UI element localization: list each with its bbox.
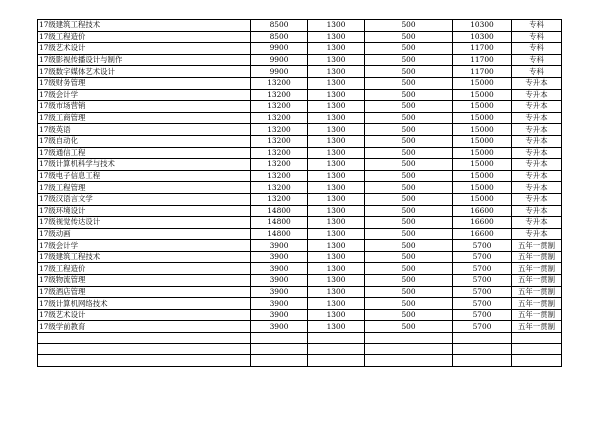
program-level-cell: 专科 bbox=[512, 66, 562, 78]
total-cell: 5700 bbox=[453, 275, 512, 287]
total-cell: 5700 bbox=[453, 298, 512, 310]
fee-b-cell: 500 bbox=[365, 182, 453, 194]
major-name-cell: 17级工程管理 bbox=[38, 182, 251, 194]
table-row bbox=[38, 321, 562, 333]
table-row bbox=[38, 54, 562, 66]
fee-a-cell: 1300 bbox=[308, 217, 365, 229]
total-cell: 15000 bbox=[453, 182, 512, 194]
fee-b-cell: 500 bbox=[365, 124, 453, 136]
empty-table-row bbox=[38, 344, 562, 355]
fee-b-cell: 500 bbox=[365, 31, 453, 43]
fee-b-cell: 500 bbox=[365, 275, 453, 287]
table-row bbox=[38, 263, 562, 275]
program-level-cell: 专升本 bbox=[512, 193, 562, 205]
empty-cell bbox=[453, 333, 512, 344]
total-cell: 5700 bbox=[453, 263, 512, 275]
fee-b-cell: 500 bbox=[365, 159, 453, 171]
program-level-cell: 专升本 bbox=[512, 182, 562, 194]
program-level-cell: 五年一贯制 bbox=[512, 309, 562, 321]
program-level-cell: 五年一贯制 bbox=[512, 251, 562, 263]
total-cell: 5700 bbox=[453, 240, 512, 252]
major-name-cell: 17级学前教育 bbox=[38, 321, 251, 333]
fee-a-cell: 1300 bbox=[308, 135, 365, 147]
fee-b-cell: 500 bbox=[365, 101, 453, 113]
table-row bbox=[38, 309, 562, 321]
program-level-cell: 专升本 bbox=[512, 124, 562, 136]
table-row bbox=[38, 193, 562, 205]
program-level-cell: 专升本 bbox=[512, 159, 562, 171]
fee-a-cell: 1300 bbox=[308, 240, 365, 252]
tuition-cell: 14800 bbox=[251, 217, 308, 229]
program-level-cell: 专科 bbox=[512, 31, 562, 43]
fee-b-cell: 500 bbox=[365, 228, 453, 240]
fee-table-body bbox=[38, 20, 562, 367]
program-level-cell: 专升本 bbox=[512, 147, 562, 159]
fee-b-cell: 500 bbox=[365, 89, 453, 101]
table-row bbox=[38, 170, 562, 182]
fee-b-cell: 500 bbox=[365, 321, 453, 333]
program-level-cell: 五年一贯制 bbox=[512, 240, 562, 252]
table-row bbox=[38, 286, 562, 298]
empty-cell bbox=[251, 355, 308, 366]
tuition-cell: 14800 bbox=[251, 205, 308, 217]
total-cell: 5700 bbox=[453, 251, 512, 263]
major-name-cell: 17级会计学 bbox=[38, 89, 251, 101]
table-row bbox=[38, 43, 562, 55]
total-cell: 11700 bbox=[453, 43, 512, 55]
major-name-cell: 17级工程造价 bbox=[38, 31, 251, 43]
tuition-cell: 13200 bbox=[251, 89, 308, 101]
tuition-cell: 3900 bbox=[251, 321, 308, 333]
major-name-cell: 17级汉语言文学 bbox=[38, 193, 251, 205]
program-level-cell: 专升本 bbox=[512, 89, 562, 101]
tuition-cell: 9900 bbox=[251, 54, 308, 66]
table-row bbox=[38, 20, 562, 32]
total-cell: 15000 bbox=[453, 89, 512, 101]
empty-cell bbox=[38, 344, 251, 355]
fee-b-cell: 500 bbox=[365, 298, 453, 310]
tuition-cell: 3900 bbox=[251, 298, 308, 310]
tuition-cell: 8500 bbox=[251, 20, 308, 32]
table-row bbox=[38, 182, 562, 194]
total-cell: 10300 bbox=[453, 20, 512, 32]
program-level-cell: 专升本 bbox=[512, 205, 562, 217]
tuition-cell: 13200 bbox=[251, 170, 308, 182]
empty-cell bbox=[453, 355, 512, 366]
tuition-cell: 13200 bbox=[251, 135, 308, 147]
fee-b-cell: 500 bbox=[365, 54, 453, 66]
total-cell: 11700 bbox=[453, 54, 512, 66]
total-cell: 15000 bbox=[453, 101, 512, 113]
empty-table-row bbox=[38, 333, 562, 344]
fee-a-cell: 1300 bbox=[308, 251, 365, 263]
empty-cell bbox=[38, 333, 251, 344]
fee-a-cell: 1300 bbox=[308, 124, 365, 136]
fee-b-cell: 500 bbox=[365, 263, 453, 275]
major-name-cell: 17级财务管理 bbox=[38, 77, 251, 89]
table-row bbox=[38, 159, 562, 171]
program-level-cell: 专升本 bbox=[512, 135, 562, 147]
fee-a-cell: 1300 bbox=[308, 228, 365, 240]
major-name-cell: 17级计算机网络技术 bbox=[38, 298, 251, 310]
major-name-cell: 17级环境设计 bbox=[38, 205, 251, 217]
fee-a-cell: 1300 bbox=[308, 159, 365, 171]
program-level-cell: 专升本 bbox=[512, 217, 562, 229]
program-level-cell: 专升本 bbox=[512, 77, 562, 89]
fee-a-cell: 1300 bbox=[308, 43, 365, 55]
fee-b-cell: 500 bbox=[365, 77, 453, 89]
fee-a-cell: 1300 bbox=[308, 170, 365, 182]
fee-b-cell: 500 bbox=[365, 112, 453, 124]
empty-cell bbox=[365, 355, 453, 366]
fee-b-cell: 500 bbox=[365, 240, 453, 252]
table-row bbox=[38, 275, 562, 287]
major-name-cell: 17级影视传播设计与制作 bbox=[38, 54, 251, 66]
fee-a-cell: 1300 bbox=[308, 205, 365, 217]
total-cell: 15000 bbox=[453, 77, 512, 89]
tuition-cell: 13200 bbox=[251, 101, 308, 113]
tuition-cell: 3900 bbox=[251, 240, 308, 252]
table-row bbox=[38, 112, 562, 124]
empty-table-row bbox=[38, 355, 562, 366]
fee-a-cell: 1300 bbox=[308, 77, 365, 89]
total-cell: 15000 bbox=[453, 193, 512, 205]
empty-cell bbox=[365, 344, 453, 355]
fee-b-cell: 500 bbox=[365, 217, 453, 229]
empty-cell bbox=[251, 333, 308, 344]
fee-a-cell: 1300 bbox=[308, 182, 365, 194]
tuition-cell: 3900 bbox=[251, 286, 308, 298]
total-cell: 15000 bbox=[453, 170, 512, 182]
table-row bbox=[38, 240, 562, 252]
empty-cell bbox=[453, 344, 512, 355]
program-level-cell: 五年一贯制 bbox=[512, 286, 562, 298]
table-row bbox=[38, 298, 562, 310]
fee-a-cell: 1300 bbox=[308, 321, 365, 333]
major-name-cell: 17级英语 bbox=[38, 124, 251, 136]
program-level-cell: 专升本 bbox=[512, 112, 562, 124]
empty-cell bbox=[308, 333, 365, 344]
empty-cell bbox=[512, 344, 562, 355]
fee-a-cell: 1300 bbox=[308, 54, 365, 66]
program-level-cell: 专科 bbox=[512, 54, 562, 66]
fee-a-cell: 1300 bbox=[308, 298, 365, 310]
fee-a-cell: 1300 bbox=[308, 31, 365, 43]
program-level-cell: 专升本 bbox=[512, 101, 562, 113]
major-name-cell: 17级视觉传达设计 bbox=[38, 217, 251, 229]
total-cell: 5700 bbox=[453, 309, 512, 321]
major-name-cell: 17级电子信息工程 bbox=[38, 170, 251, 182]
program-level-cell: 五年一贯制 bbox=[512, 275, 562, 287]
major-name-cell: 17级计算机科学与技术 bbox=[38, 159, 251, 171]
major-name-cell: 17级市场营销 bbox=[38, 101, 251, 113]
major-name-cell: 17级自动化 bbox=[38, 135, 251, 147]
fee-b-cell: 500 bbox=[365, 251, 453, 263]
fee-a-cell: 1300 bbox=[308, 112, 365, 124]
tuition-cell: 3900 bbox=[251, 251, 308, 263]
fee-a-cell: 1300 bbox=[308, 20, 365, 32]
program-level-cell: 专升本 bbox=[512, 228, 562, 240]
table-row bbox=[38, 124, 562, 136]
major-name-cell: 17级酒店管理 bbox=[38, 286, 251, 298]
total-cell: 16600 bbox=[453, 205, 512, 217]
table-row bbox=[38, 251, 562, 263]
tuition-cell: 13200 bbox=[251, 182, 308, 194]
major-name-cell: 17级工商管理 bbox=[38, 112, 251, 124]
empty-cell bbox=[251, 344, 308, 355]
total-cell: 15000 bbox=[453, 124, 512, 136]
table-row bbox=[38, 77, 562, 89]
total-cell: 10300 bbox=[453, 31, 512, 43]
major-name-cell: 17级通信工程 bbox=[38, 147, 251, 159]
major-name-cell: 17级物流管理 bbox=[38, 275, 251, 287]
empty-cell bbox=[365, 333, 453, 344]
fee-b-cell: 500 bbox=[365, 43, 453, 55]
empty-cell bbox=[512, 333, 562, 344]
total-cell: 5700 bbox=[453, 321, 512, 333]
table-row bbox=[38, 31, 562, 43]
program-level-cell: 五年一贯制 bbox=[512, 263, 562, 275]
total-cell: 15000 bbox=[453, 159, 512, 171]
major-name-cell: 17级工程造价 bbox=[38, 263, 251, 275]
major-name-cell: 17级数字媒体艺术设计 bbox=[38, 66, 251, 78]
major-name-cell: 17级建筑工程技术 bbox=[38, 251, 251, 263]
program-level-cell: 五年一贯制 bbox=[512, 321, 562, 333]
fee-a-cell: 1300 bbox=[308, 147, 365, 159]
table-row bbox=[38, 101, 562, 113]
tuition-cell: 9900 bbox=[251, 43, 308, 55]
tuition-cell: 13200 bbox=[251, 193, 308, 205]
fee-b-cell: 500 bbox=[365, 66, 453, 78]
empty-cell bbox=[38, 355, 251, 366]
fee-b-cell: 500 bbox=[365, 193, 453, 205]
tuition-cell: 13200 bbox=[251, 124, 308, 136]
fee-a-cell: 1300 bbox=[308, 89, 365, 101]
program-level-cell: 专升本 bbox=[512, 170, 562, 182]
total-cell: 11700 bbox=[453, 66, 512, 78]
table-row bbox=[38, 228, 562, 240]
total-cell: 5700 bbox=[453, 286, 512, 298]
tuition-cell: 13200 bbox=[251, 159, 308, 171]
fee-b-cell: 500 bbox=[365, 309, 453, 321]
major-name-cell: 17级建筑工程技术 bbox=[38, 20, 251, 32]
empty-cell bbox=[308, 355, 365, 366]
tuition-cell: 9900 bbox=[251, 66, 308, 78]
table-row bbox=[38, 66, 562, 78]
total-cell: 16600 bbox=[453, 228, 512, 240]
program-level-cell: 专科 bbox=[512, 20, 562, 32]
tuition-cell: 3900 bbox=[251, 263, 308, 275]
total-cell: 15000 bbox=[453, 135, 512, 147]
tuition-cell: 14800 bbox=[251, 228, 308, 240]
fee-b-cell: 500 bbox=[365, 135, 453, 147]
fee-a-cell: 1300 bbox=[308, 66, 365, 78]
tuition-cell: 13200 bbox=[251, 147, 308, 159]
major-name-cell: 17级会计学 bbox=[38, 240, 251, 252]
tuition-cell: 3900 bbox=[251, 309, 308, 321]
table-row bbox=[38, 147, 562, 159]
major-name-cell: 17级艺术设计 bbox=[38, 43, 251, 55]
fee-b-cell: 500 bbox=[365, 20, 453, 32]
fee-a-cell: 1300 bbox=[308, 193, 365, 205]
table-row bbox=[38, 205, 562, 217]
fee-b-cell: 500 bbox=[365, 147, 453, 159]
total-cell: 15000 bbox=[453, 112, 512, 124]
fee-table bbox=[37, 19, 562, 367]
table-row bbox=[38, 89, 562, 101]
major-name-cell: 17级艺术设计 bbox=[38, 309, 251, 321]
fee-a-cell: 1300 bbox=[308, 286, 365, 298]
fee-a-cell: 1300 bbox=[308, 101, 365, 113]
program-level-cell: 五年一贯制 bbox=[512, 298, 562, 310]
program-level-cell: 专科 bbox=[512, 43, 562, 55]
fee-b-cell: 500 bbox=[365, 286, 453, 298]
empty-cell bbox=[308, 344, 365, 355]
table-row bbox=[38, 217, 562, 229]
tuition-cell: 13200 bbox=[251, 77, 308, 89]
fee-b-cell: 500 bbox=[365, 170, 453, 182]
total-cell: 15000 bbox=[453, 147, 512, 159]
table-row bbox=[38, 135, 562, 147]
empty-cell bbox=[512, 355, 562, 366]
major-name-cell: 17级动画 bbox=[38, 228, 251, 240]
fee-a-cell: 1300 bbox=[308, 309, 365, 321]
fee-a-cell: 1300 bbox=[308, 275, 365, 287]
tuition-cell: 13200 bbox=[251, 112, 308, 124]
fee-a-cell: 1300 bbox=[308, 263, 365, 275]
tuition-cell: 3900 bbox=[251, 275, 308, 287]
total-cell: 16600 bbox=[453, 217, 512, 229]
tuition-cell: 8500 bbox=[251, 31, 308, 43]
fee-b-cell: 500 bbox=[365, 205, 453, 217]
